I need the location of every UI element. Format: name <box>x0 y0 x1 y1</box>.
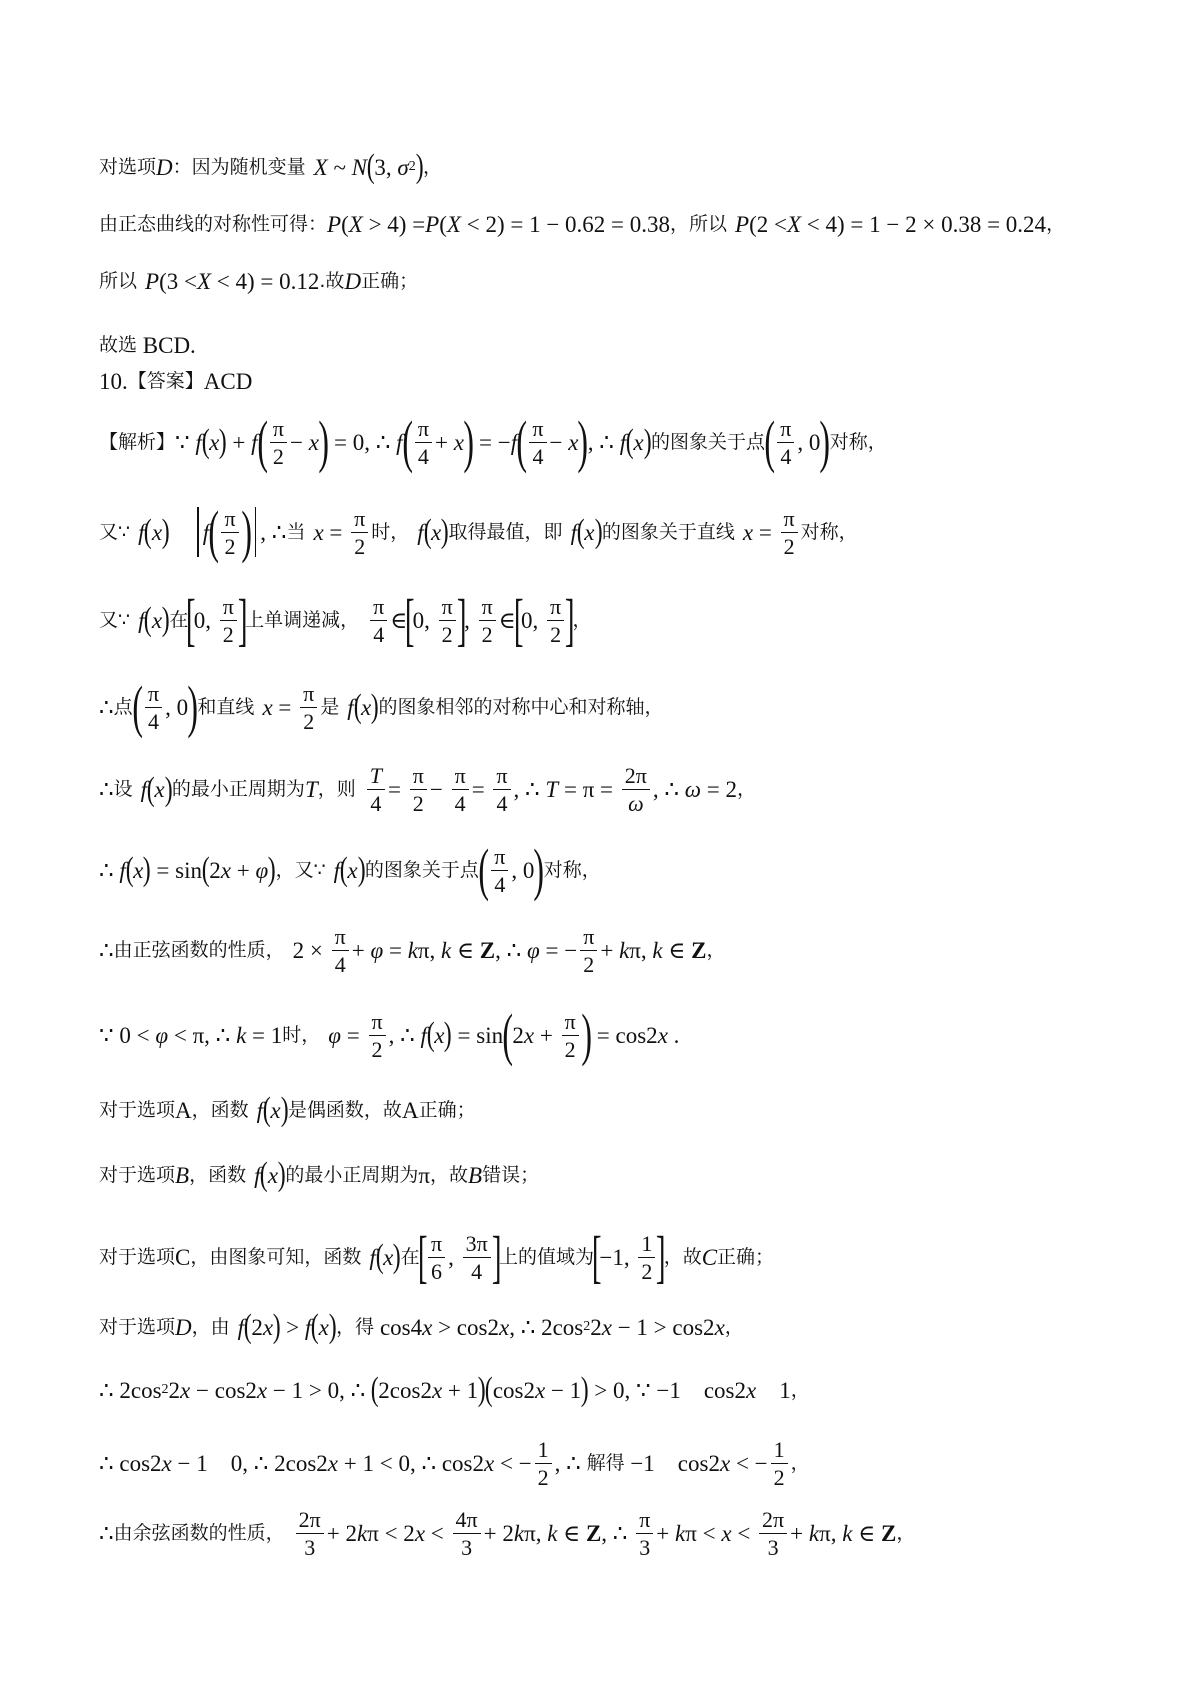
line-answer-10: 10. 【答案】 ACD <box>99 369 253 394</box>
line-factor: ∴ 2cos 2 2 x − cos2 x − 1 > 0, ∴ ( 2cos2 x + 1 ) ( cos2 x − 1 ) > 0, ∵ −1 cos2 x 1 ， <box>99 1371 810 1408</box>
line-monotonic-decrease: 又∵ f ( x ) 在 [ 0, $\frac{\pi}{2}$ ] 上单调递减， $\frac{\pi}{4}$ ∈ [ 0, $\frac{\pi}{2}$ ] , $\frac{\pi}{2}$ ∈ [ 0, $\frac{\pi}{2}$ ] ， <box>99 587 592 652</box>
line-option-a: 对于选项 A ，函数 f ( x ) 是偶函数，故 A 正确； <box>99 1091 476 1128</box>
line-option-d-distribution: 对选项 D ：因为随机变量 X ~ N ( 3, σ 2 ) ， <box>99 148 443 185</box>
line-option-d-conclusion: 所以 P (3 < X < 4) = 0.12 .故 D 正确； <box>99 269 419 294</box>
line-period: ∴ 设 f ( x ) 的最小正周期为 T ，则 $\frac{T}{4}$ = $\frac{\pi}{2}$ − $\frac{\pi}{4}$ = $\frac{\pi}{4}$ , ∴ T = π = $\frac{2\pi}{\omega}$ , ∴ ω = 2 ， <box>99 763 757 817</box>
line-option-b: 对于选项 B ，函数 f ( x ) 的最小正周期为 π ，故 B 错误； <box>99 1156 540 1193</box>
line-cosine-property: ∴ 由余弦函数的性质， $\frac{2\pi}{3}$ + 2 k π < 2 x < $\frac{4\pi}{3}$ + 2 k π, k ∈ Z , ∴ $\frac{\pi}{3}$ + k π < x < $\frac{2\pi}{3}$ + k π, k ∈ Z ， <box>99 1507 916 1561</box>
line-option-c: 对于选项 C ，由图象可知，函数 f ( x ) 在 [ $\frac{\pi}{6}$ , $\frac{3\pi}{4}$ ] 上的值域为 [ −1, $\frac{1}{2}$ ] ，故 C 正确； <box>99 1224 775 1289</box>
line-sin-form: ∴ f ( x ) = sin ( 2 x + φ ) ，又∵ f ( x ) 的图象关于点 ( $\frac{\pi}{4}$ , 0 ) 对称， <box>99 837 601 902</box>
line-choice-bcd: 故选 BCD. <box>99 333 196 358</box>
line-adjacent-center-axis: ∴ 点 ( $\frac{\pi}{4}$ , 0 ) 和直线 x = $\frac{\pi}{2}$ 是 f ( x ) 的图象相邻的对称中心和对称轴， <box>99 674 664 739</box>
line-phi-value: ∵ 0 < φ < π, ∴ k = 1 时， φ = $\frac{\pi}{2}$ , ∴ f ( x ) = sin ( 2 x + $\frac{\pi}{2}$ ) = cos2 x . <box>99 1002 680 1067</box>
line-sine-property: ∴ 由正弦函数的性质， 2 × $\frac{\pi}{4}$ + φ = k π, k ∈ Z , ∴ φ = − $\frac{\pi}{2}$ + k π, k ∈ Z ， <box>99 924 726 978</box>
line-axis-symmetry: 又∵ f ( x ) f ( $\frac{\pi}{2}$ ) , ∴ 当 x = $\frac{\pi}{2}$ 时， f ( x ) 取得最值，即 f ( x ) 的图象关于直线 x = $\frac{\pi}{2}$ 对称， <box>99 499 858 564</box>
line-cos-range: ∴ cos2 x − 1 0, ∴ 2cos2 x + 1 < 0, ∴ cos2 x < − $\frac{1}{2}$ , ∴ 解得 −1 cos2 x < − $\frac{1}{2}$ ， <box>99 1437 810 1491</box>
line-analysis-symmetry-point: 【解析】 ∵ f ( x ) + f ( $\frac{\pi}{2}$ − x ) = 0, ∴ f ( $\frac{\pi}{4}$ + x ) = − f ( $\frac{\pi}{4}$ − x ) , ∴ f ( x ) 的图象关于点 ( $\frac{\pi}{4}$ , 0 ) 对称， <box>99 409 887 474</box>
line-normal-symmetry: 由正态曲线的对称性可得： P ( X > 4) = P ( X < 2) = 1 − 0.62 = 0.38 ，所以 P (2 < X < 4) = 1 − 2 × 0.38 = 0.24 ， <box>99 212 1066 237</box>
line-option-d-inequality: 对于选项 D ，由 f ( 2 x ) > f ( x ) ，得 cos4 x > cos2 x , ∴ 2cos 2 2 x − 1 > cos2 x ， <box>99 1308 744 1345</box>
